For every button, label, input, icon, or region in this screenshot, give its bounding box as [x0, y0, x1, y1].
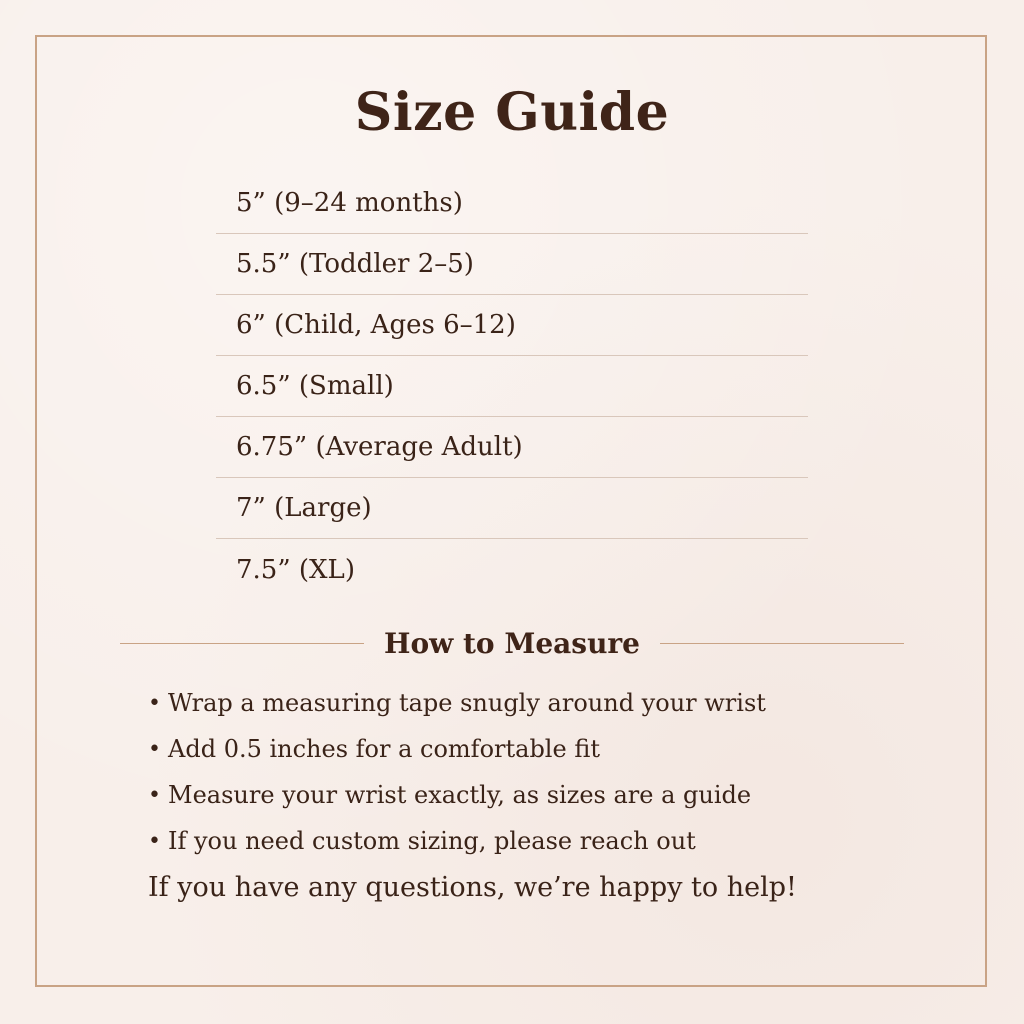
page-title: Size Guide — [354, 82, 670, 143]
bullet-icon: • — [148, 736, 161, 762]
size-row: 7.5” (XL) — [236, 554, 355, 585]
list-item — [148, 772, 908, 818]
tip-text: Wrap a measuring tape snugly around your wrist — [168, 689, 766, 717]
measure-tips-list — [148, 680, 908, 864]
size-row: 5” (9–24 months) — [216, 173, 808, 234]
heading-rule-right — [660, 643, 904, 644]
size-list — [216, 173, 808, 600]
tip-text: If you need custom sizing, please reach out — [168, 827, 696, 855]
list-item — [148, 818, 908, 864]
size-row: 6.5” (Small) — [216, 356, 808, 417]
size-row: 6.75” (Average Adult) — [216, 417, 808, 478]
heading-rule-left — [120, 643, 364, 644]
tip-text: Measure your wrist exactly, as sizes are a guide — [168, 781, 752, 809]
closing-message: If you have any questions, we’re happy to help! — [148, 872, 797, 903]
bullet-icon: • — [148, 828, 161, 854]
list-item — [148, 680, 908, 726]
how-to-measure-heading — [120, 620, 904, 666]
size-row: 5.5” (Toddler 2–5) — [216, 234, 808, 295]
size-row: 6” (Child, Ages 6–12) — [216, 295, 808, 356]
section-title: How to Measure — [384, 626, 640, 660]
size-row: 7” (Large) — [216, 478, 808, 539]
list-item — [148, 726, 908, 772]
bullet-icon: • — [148, 782, 161, 808]
tip-text: Add 0.5 inches for a comfortable fit — [168, 735, 600, 763]
bullet-icon: • — [148, 690, 161, 716]
